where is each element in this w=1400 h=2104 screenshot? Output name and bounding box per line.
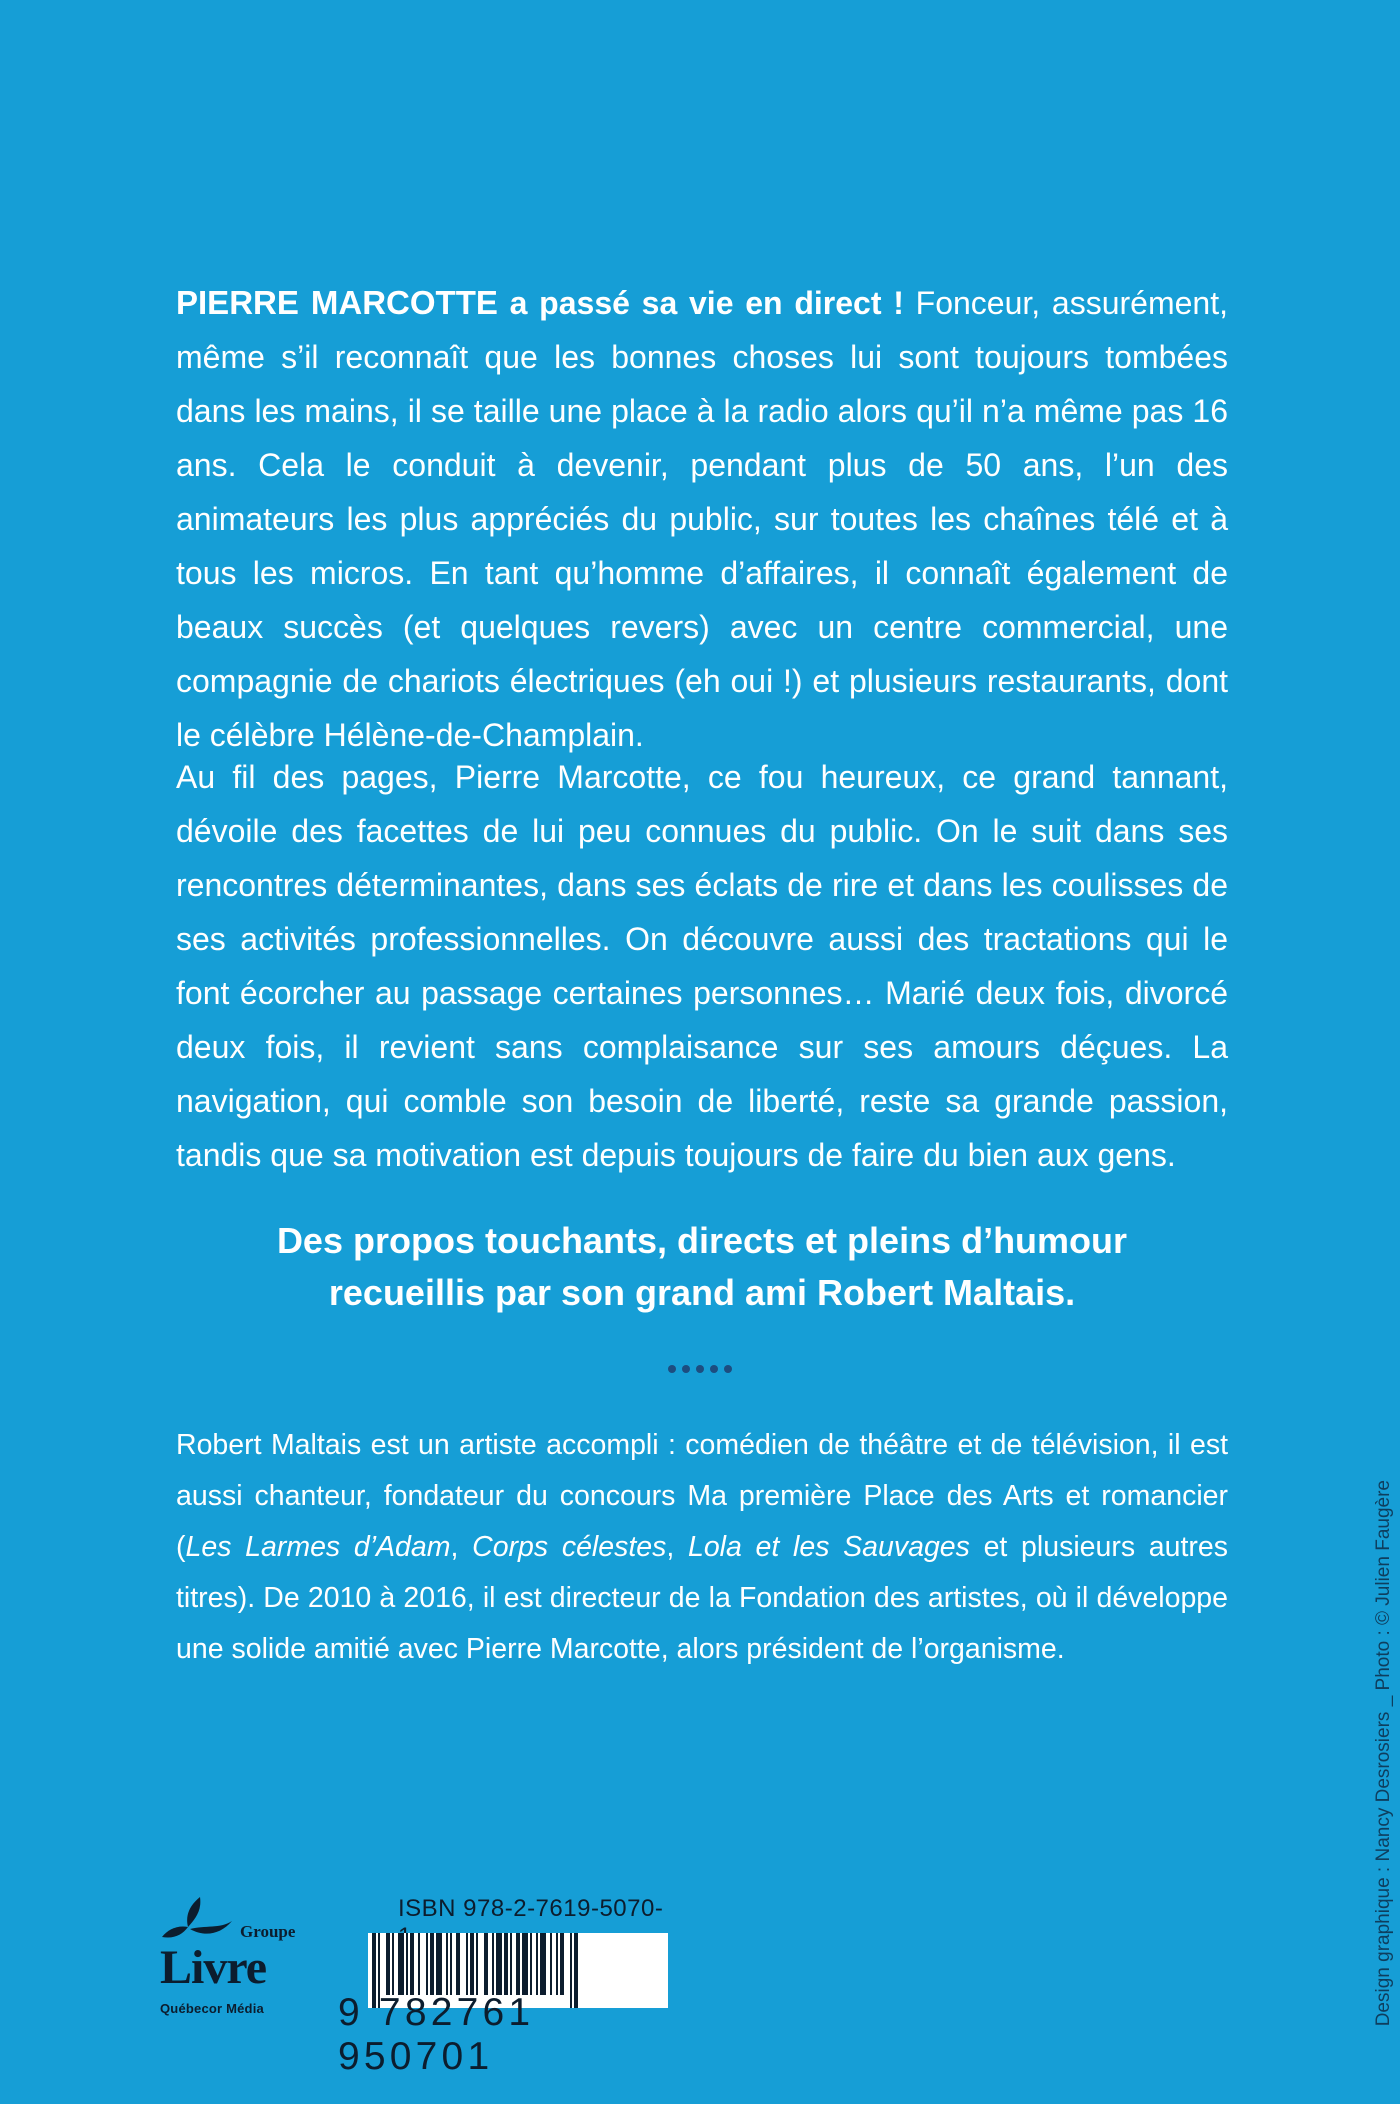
barcode-bar bbox=[476, 1933, 478, 1995]
barcode-bar bbox=[540, 1933, 546, 1995]
separator-dot bbox=[724, 1365, 732, 1373]
design-photo-credit: Design graphique : Nancy Desrosiers _ Photo : © Julien Faugère bbox=[1373, 1480, 1394, 2027]
tagline bbox=[176, 1215, 1228, 1319]
publisher-logo bbox=[150, 1895, 300, 2030]
barcode-bar bbox=[392, 1933, 394, 1995]
logo-groupe-text: Groupe bbox=[240, 1922, 296, 1941]
bio-sep-2: , bbox=[666, 1531, 688, 1563]
author-name: PIERRE MARCOTTE bbox=[176, 284, 498, 321]
barcode-bar bbox=[484, 1933, 488, 1995]
separator-dot bbox=[668, 1365, 676, 1373]
barcode-bar bbox=[496, 1933, 502, 1995]
tagline-line-1: Des propos touchants, directs et pleins d’humour bbox=[276, 1220, 1128, 1261]
separator-dot bbox=[682, 1365, 690, 1373]
barcode-bar bbox=[406, 1933, 408, 1995]
tagline-line-2: recueillis par son grand ami Robert Maltais. bbox=[328, 1272, 1076, 1313]
barcode-bar bbox=[560, 1933, 564, 1995]
intro-paragraph bbox=[176, 276, 1228, 762]
intro-phrase: a passé sa vie en direct ! bbox=[497, 285, 904, 321]
barcode-bar bbox=[556, 1933, 558, 1995]
logo-quebecor-text: Québecor Média bbox=[160, 2001, 264, 2016]
barcode-bar bbox=[504, 1933, 508, 1995]
barcode-bar bbox=[522, 1933, 528, 1995]
book-title-3: Lola et les Sauvages bbox=[687, 1531, 970, 1563]
barcode-bar bbox=[466, 1933, 468, 1995]
barcode-bar bbox=[470, 1933, 474, 1995]
barcode-bar bbox=[426, 1933, 428, 1995]
second-paragraph-text: Au fil des pages, Pierre Marcotte, ce fou heureux, ce grand tannant, dévoile des facettes de lui peu connues du public. On le suit dans ses rencontres déterminantes, dans ses éclats de rire et dans les coulisses de ses activités professionnelles. On découvre aussi des tractations qui le font écorcher au passage certaines personnes… Marié deux fois, divorcé deux fois, il revient sans complaisance sur ses amours déçues. La navigation, qui comble son besoin de liberté, reste sa grande passion, tandis que sa motivation est depuis toujours de faire du bien aux gens. bbox=[176, 759, 1228, 1173]
barcode-bar bbox=[516, 1933, 520, 1995]
book-title-1: Les Larmes d’Adam bbox=[185, 1531, 451, 1563]
intro-text: Fonceur, assurément, même s’il reconnaît que les bonnes choses lui sont toujours tombées dans les mains, il se taille une place à la radio alors qu’il n’a même pas 16 ans. Cela le conduit à devenir, pendant plus de 50 ans, l’un des animateurs les plus appréciés du public, sur toutes les chaînes télé et à tous les micros. En tant qu’homme d’affaires, il connaît également de beaux succès (et quelques revers) avec un centre commercial, une compagnie de chariots électriques (eh oui !) et plusieurs restaurants, dont le célèbre Hélène-de-Champlain. bbox=[176, 285, 1229, 753]
bio-part-1: Robert Maltais est un artiste accompli : comédien de théâtre et de télévision, il est aussi chanteur, fondateur du concours Ma première Place des Arts et romancier ( bbox=[176, 1429, 1228, 1563]
dot-separator bbox=[0, 1360, 1400, 1376]
barcode-bar bbox=[436, 1933, 442, 1995]
barcode-bar bbox=[536, 1933, 538, 1995]
barcode-bar bbox=[492, 1933, 494, 1995]
bio-part-2: et plusieurs autres titres). De 2010 à 2016, il est directeur de la Fondation des artistes, où il développe une solide amitié avec Pierre Marcotte, alors président de l’organisme. bbox=[176, 1531, 1228, 1665]
barcode-bar bbox=[430, 1933, 434, 1995]
barcode-bar bbox=[450, 1933, 452, 1995]
author-bio bbox=[176, 1420, 1228, 1675]
intro-text-block bbox=[176, 276, 1228, 762]
separator-dot bbox=[710, 1365, 718, 1373]
barcode-bar bbox=[456, 1933, 460, 1995]
leaf-icon bbox=[160, 1895, 240, 1945]
logo-livre-text: Livre bbox=[160, 1941, 267, 1994]
barcode-bar bbox=[410, 1933, 414, 1995]
bio-sep-1: , bbox=[450, 1531, 473, 1563]
book-title-2: Corps célestes bbox=[472, 1531, 667, 1563]
barcode-bar bbox=[418, 1933, 420, 1995]
barcode-bar bbox=[530, 1933, 532, 1995]
isbn-number: ISBN 978-2-7619-5070- bbox=[398, 1895, 664, 1922]
barcode-bar bbox=[386, 1933, 390, 1995]
isbn-barcode bbox=[338, 1895, 668, 2078]
ean-number: 9 782761 950701 bbox=[338, 1991, 535, 2078]
barcode-bar bbox=[550, 1933, 552, 1995]
second-paragraph bbox=[176, 750, 1228, 1182]
barcode-bar bbox=[398, 1933, 404, 1995]
barcode-bar bbox=[510, 1933, 512, 1995]
barcode-bar bbox=[446, 1933, 448, 1995]
separator-dot bbox=[696, 1365, 704, 1373]
